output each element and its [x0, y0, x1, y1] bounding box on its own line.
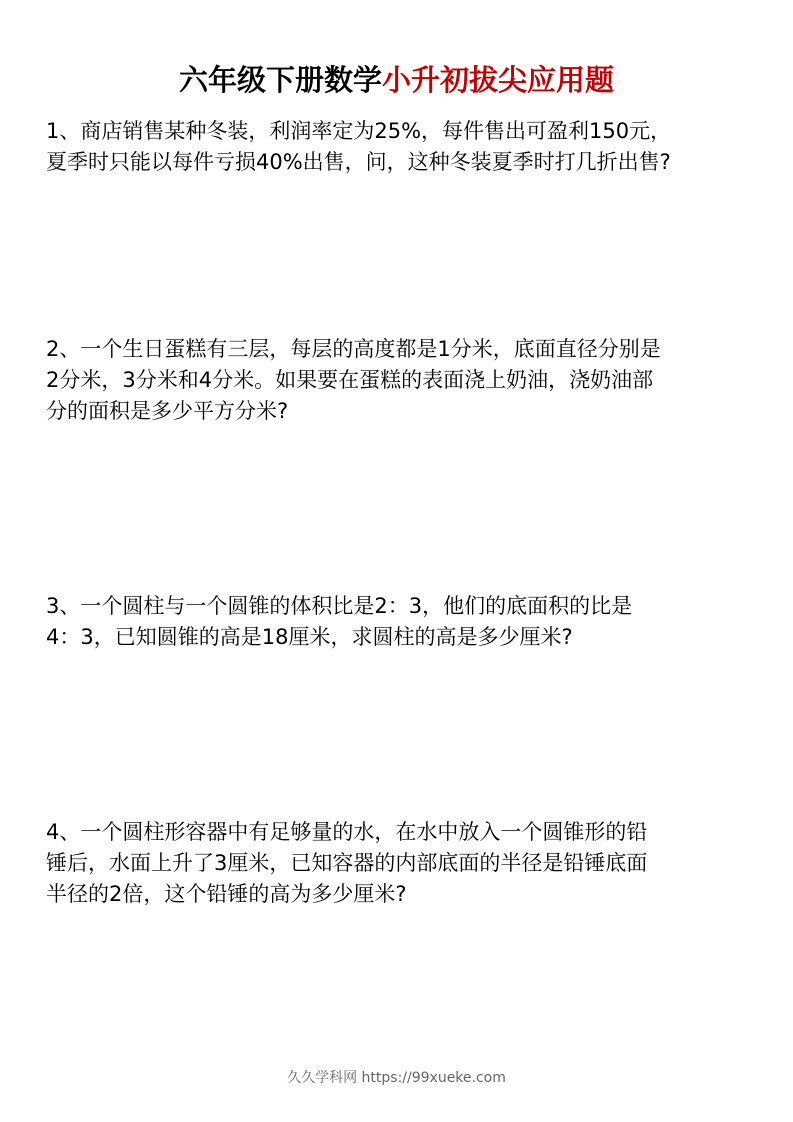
- question-line: 4：3，已知圆锥的高是18厘米，求圆柱的高是多少厘米?: [46, 625, 573, 649]
- question-line: 2、一个生日蛋糕有三层，每层的高度都是1分米，底面直径分别是: [46, 337, 661, 361]
- page-title: [0, 58, 793, 102]
- question-line: 半径的2倍，这个铅锤的高为多少厘米?: [46, 882, 407, 906]
- footer-watermark: 久久学科网 https://99xueke.com: [287, 1070, 506, 1086]
- question-3: [46, 591, 751, 653]
- question-line: 夏季时只能以每件亏损40%出售，问，这种冬装夏季时打几折出售?: [46, 150, 671, 174]
- question-line: 分的面积是多少平方分米?: [46, 399, 289, 423]
- title-grade-subject: 六年级下册数学: [178, 63, 382, 97]
- question-line: 1、商店销售某种冬装，利润率定为25%，每件售出可盈利150元，: [46, 119, 672, 143]
- question-line: 2分米，3分米和4分米。如果要在蛋糕的表面浇上奶油，浇奶油部: [46, 368, 654, 392]
- question-1: [46, 116, 751, 178]
- title-topic: 小升初拔尖应用题: [382, 63, 615, 97]
- question-line: 锤后，水面上升了3厘米，已知容器的内部底面的半径是铅锤底面: [46, 851, 648, 875]
- question-2: [46, 334, 751, 427]
- question-line: 4、一个圆柱形容器中有足够量的水，在水中放入一个圆锥形的铅: [46, 820, 648, 844]
- question-line: 3、一个圆柱与一个圆锥的体积比是2：3，他们的底面积的比是: [46, 594, 633, 618]
- question-4: [46, 817, 751, 910]
